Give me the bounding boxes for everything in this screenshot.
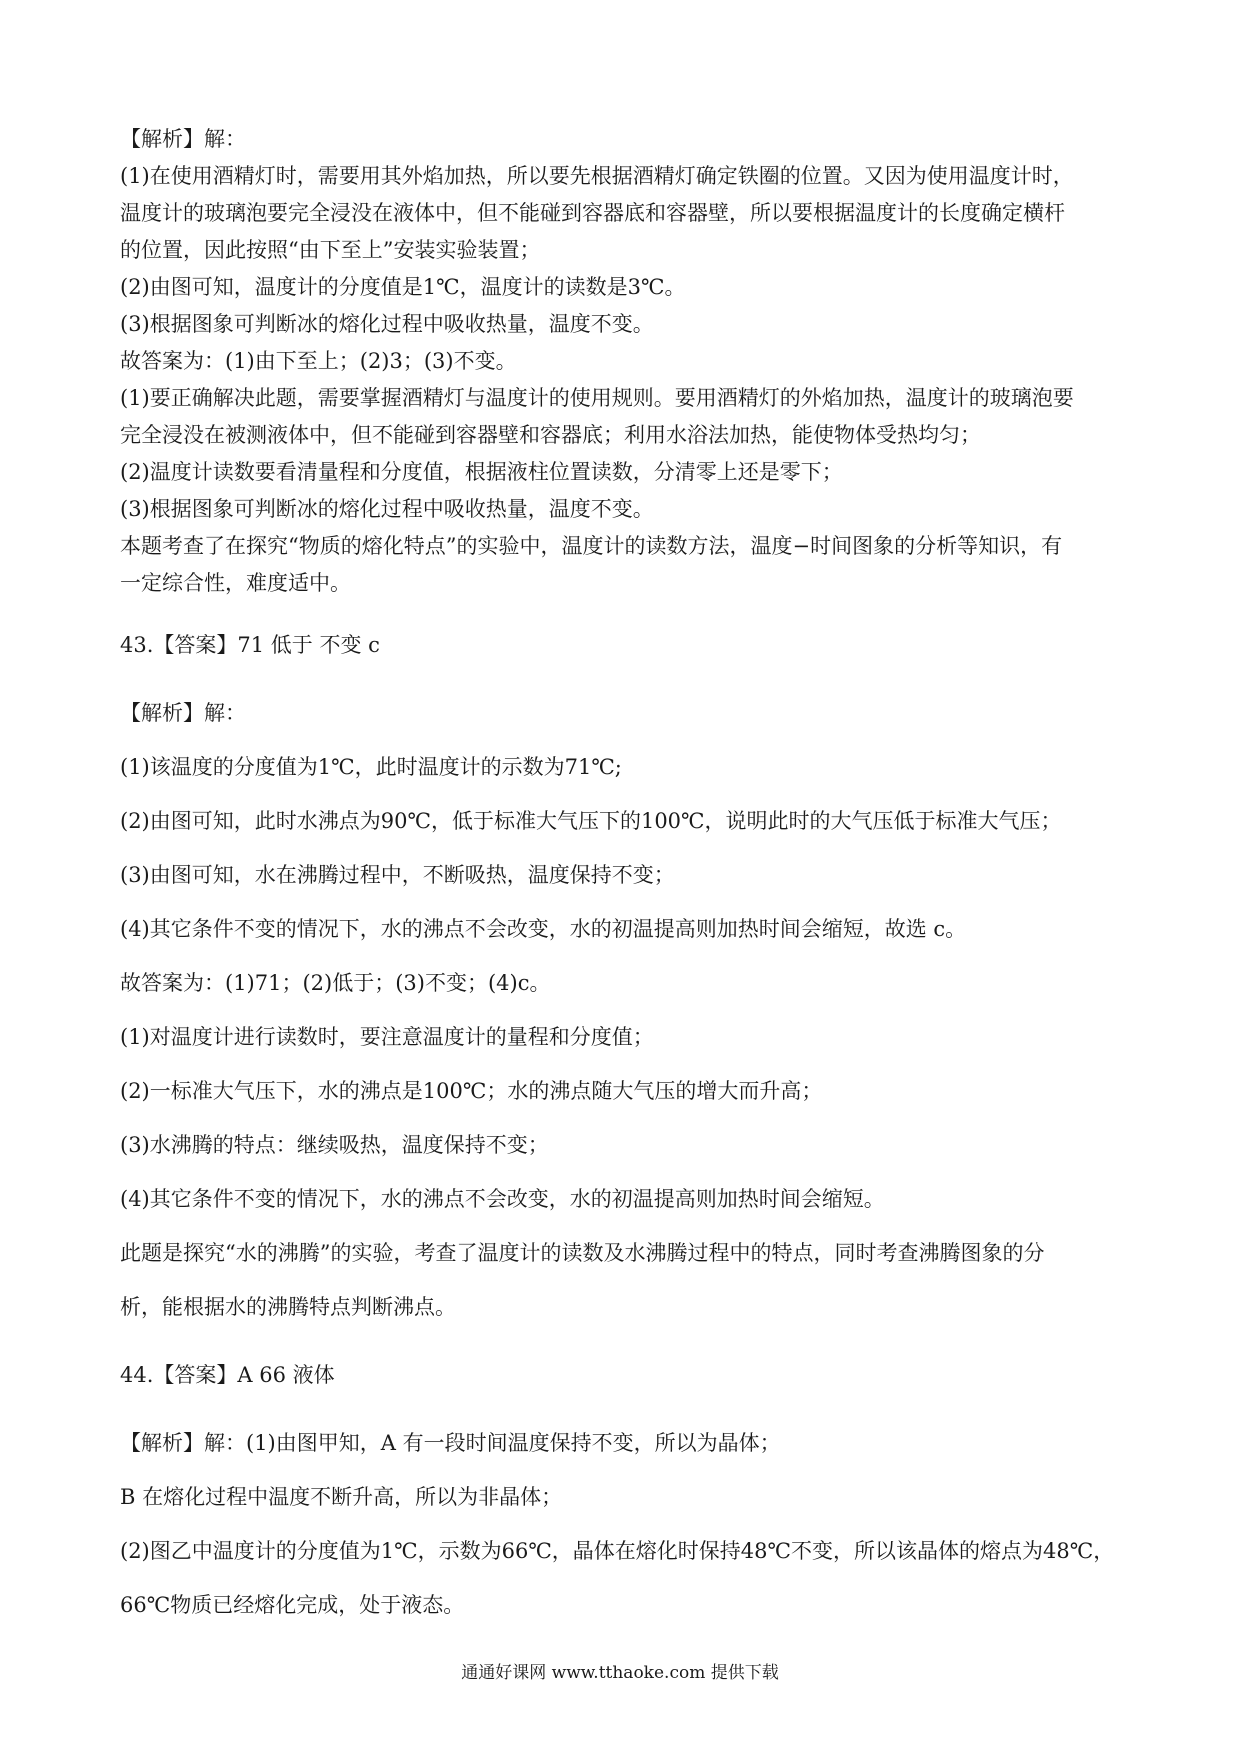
analysis-line: (3)水沸腾的特点：继续吸热，温度保持不变； [120, 1133, 549, 1157]
analysis-line: (1)该温度的分度值为1℃，此时温度计的示数为71℃; [120, 755, 622, 779]
answer-summary: 故答案为：(1)由下至上；(2)3；(3)不变。 [120, 349, 517, 373]
analysis-line: (2)温度计读数要看清量程和分度值，根据液柱位置读数，分清零上还是零下； [120, 460, 843, 484]
analysis-line: B 在熔化过程中温度不断升高，所以为非晶体； [120, 1485, 563, 1509]
analysis-line: (1)要正确解决此题，需要掌握酒精灯与温度计的使用规则。要用酒精灯的外焰加热，温度计的玻璃泡要 [120, 386, 1074, 410]
analysis-line: 温度计的玻璃泡要完全浸没在液体中，但不能碰到容器底和容器壁，所以要根据温度计的长度确定横杆 [120, 201, 1065, 225]
analysis-line: (1)在使用酒精灯时，需要用其外焰加热，所以要先根据酒精灯确定铁圈的位置。又因为使用温度计时， [120, 164, 1074, 188]
analysis-line: (3)根据图象可判断冰的熔化过程中吸收热量，温度不变。 [120, 312, 654, 336]
analysis-line: 【解析】解：(1)由图甲知，A 有一段时间温度保持不变，所以为晶体； [120, 1431, 781, 1455]
analysis-line: 本题考查了在探究“物质的熔化特点”的实验中，温度计的读数方法，温度−时间图象的分析等知识，有 [120, 534, 1063, 558]
answer-summary: 故答案为：(1)71；(2)低于；(3)不变；(4)c。 [120, 971, 551, 995]
analysis-line: 的位置，因此按照“由下至上”安装实验装置； [120, 238, 541, 262]
analysis-line: (2)由图可知，此时水沸点为90℃，低于标准大气压下的100℃，说明此时的大气压低于标准大气压； [120, 809, 1062, 833]
analysis-line: (2)由图可知，温度计的分度值是1℃，温度计的读数是3℃。 [120, 275, 686, 299]
analysis-line: (2)图乙中温度计的分度值为1℃，示数为66℃，晶体在熔化时保持48℃不变，所以该晶体的熔点为48℃， [120, 1539, 1115, 1563]
question-43-answer: 43.【答案】71 低于 不变 c [120, 633, 380, 657]
question-44-answer: 44.【答案】A 66 液体 [120, 1363, 335, 1387]
analysis-line: 一定综合性，难度适中。 [120, 571, 351, 595]
analysis-line: (3)由图可知，水在沸腾过程中，不断吸热，温度保持不变； [120, 863, 675, 887]
analysis-line: (3)根据图象可判断冰的熔化过程中吸收热量，温度不变。 [120, 497, 654, 521]
analysis-line: 析，能根据水的沸腾特点判断沸点。 [120, 1295, 456, 1319]
analysis-heading: 【解析】解： [120, 701, 246, 725]
page-footer: 通通好课网 www.tthaoke.com 提供下载 [461, 1663, 779, 1683]
analysis-line: (2)一标准大气压下，水的沸点是100℃；水的沸点随大气压的增大而升高； [120, 1079, 823, 1103]
analysis-line: (4)其它条件不变的情况下，水的沸点不会改变，水的初温提高则加热时间会缩短，故选 c。 [120, 917, 967, 941]
analysis-heading: 【解析】解： [120, 127, 246, 151]
analysis-line: (1)对温度计进行读数时，要注意温度计的量程和分度值； [120, 1025, 654, 1049]
analysis-line: 66℃物质已经熔化完成，处于液态。 [120, 1593, 465, 1617]
analysis-line: (4)其它条件不变的情况下，水的沸点不会改变，水的初温提高则加热时间会缩短。 [120, 1187, 885, 1211]
analysis-line: 完全浸没在被测液体中，但不能碰到容器壁和容器底；利用水浴法加热，能使物体受热均匀； [120, 423, 981, 447]
analysis-line: 此题是探究“水的沸腾”的实验，考查了温度计的读数及水沸腾过程中的特点，同时考查沸腾图象的分 [120, 1241, 1045, 1265]
